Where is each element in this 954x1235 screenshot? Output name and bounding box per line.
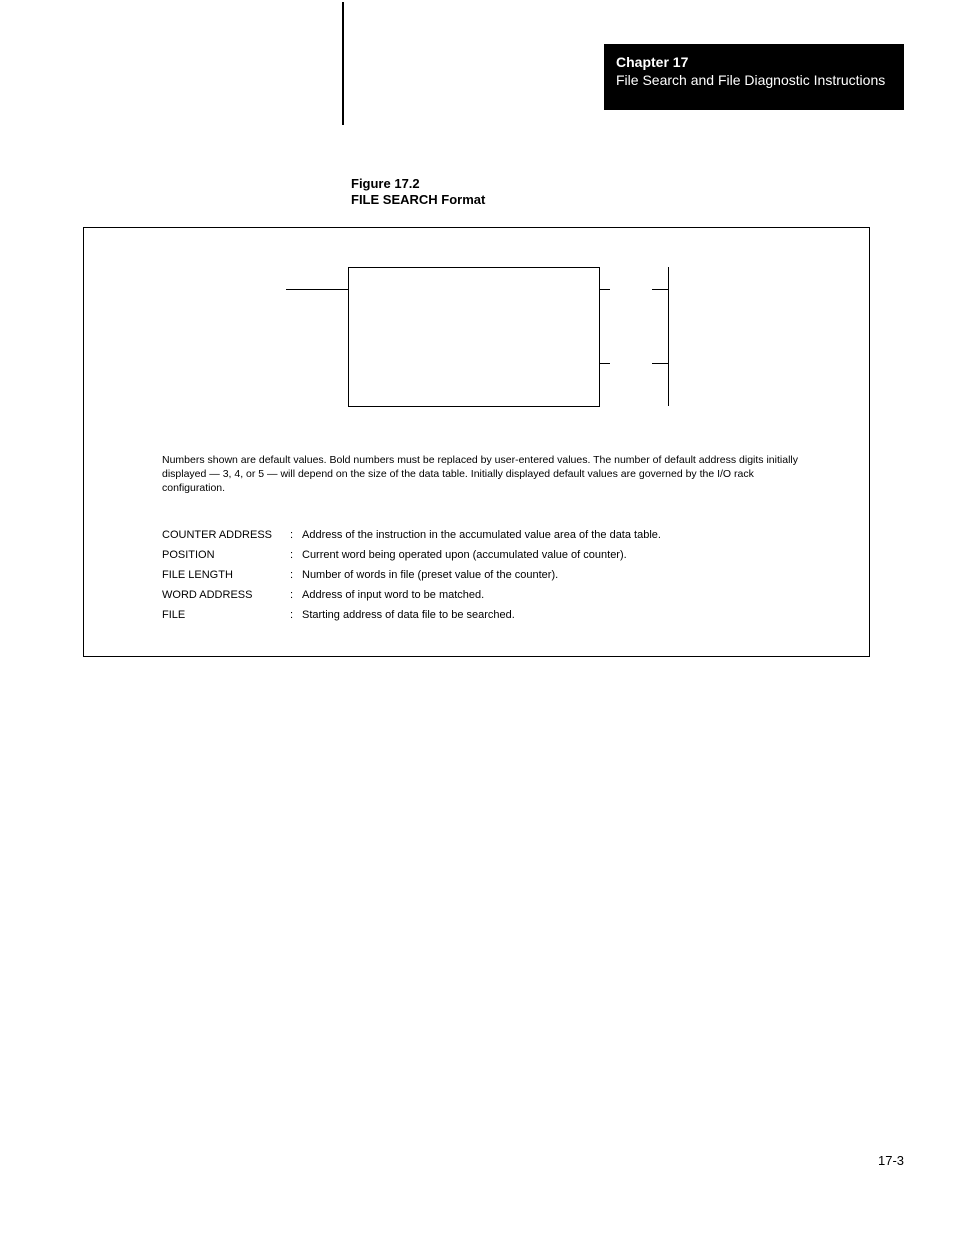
page-number: 17-3 xyxy=(878,1153,905,1168)
definition-row xyxy=(162,525,661,545)
definition-separator: : xyxy=(290,589,294,601)
figure-caption xyxy=(351,176,485,208)
definition-term: POSITION xyxy=(162,549,215,561)
definition-separator: : xyxy=(290,549,294,561)
definition-description: Address of the instruction in the accumulated value area of the data table. xyxy=(302,529,661,541)
definition-term: FILE LENGTH xyxy=(162,569,233,581)
definition-description: Address of input word to be matched. xyxy=(302,589,485,601)
definition-term: COUNTER ADDRESS xyxy=(162,529,273,541)
figure-title: FILE SEARCH Format xyxy=(351,192,486,207)
definition-description: Starting address of data file to be searched. xyxy=(302,609,515,621)
definition-description: Number of words in file (preset value of the counter). xyxy=(302,569,559,581)
chapter-title: File Search and File Diagnostic Instructions xyxy=(616,72,886,88)
definition-row xyxy=(162,605,661,625)
definition-separator: : xyxy=(290,569,294,581)
default-values-note: Numbers shown are default values. Bold numbers must be replaced by user-entered values. The number of default address digits initially displayed — 3, 4, or 5 — will depend on the size of the data table. Initially displayed default values are governed by the I/O rack configuration. xyxy=(162,454,798,494)
chapter-number: Chapter 17 xyxy=(616,54,689,70)
definition-separator: : xyxy=(290,529,294,541)
definition-separator: : xyxy=(290,609,294,621)
header-vertical-rule xyxy=(342,2,344,125)
definition-description: Current word being operated upon (accumulated value of counter). xyxy=(302,549,627,561)
definition-row xyxy=(162,585,661,605)
figure-number: Figure 17.2 xyxy=(351,176,420,191)
definition-term: WORD ADDRESS xyxy=(162,589,253,601)
instruction-block xyxy=(349,268,600,407)
figure-frame xyxy=(83,227,870,657)
parameter-definitions xyxy=(162,525,661,625)
definition-term: FILE xyxy=(162,609,186,621)
definition-row xyxy=(162,565,661,585)
chapter-header xyxy=(604,44,904,110)
definition-row xyxy=(162,545,661,565)
